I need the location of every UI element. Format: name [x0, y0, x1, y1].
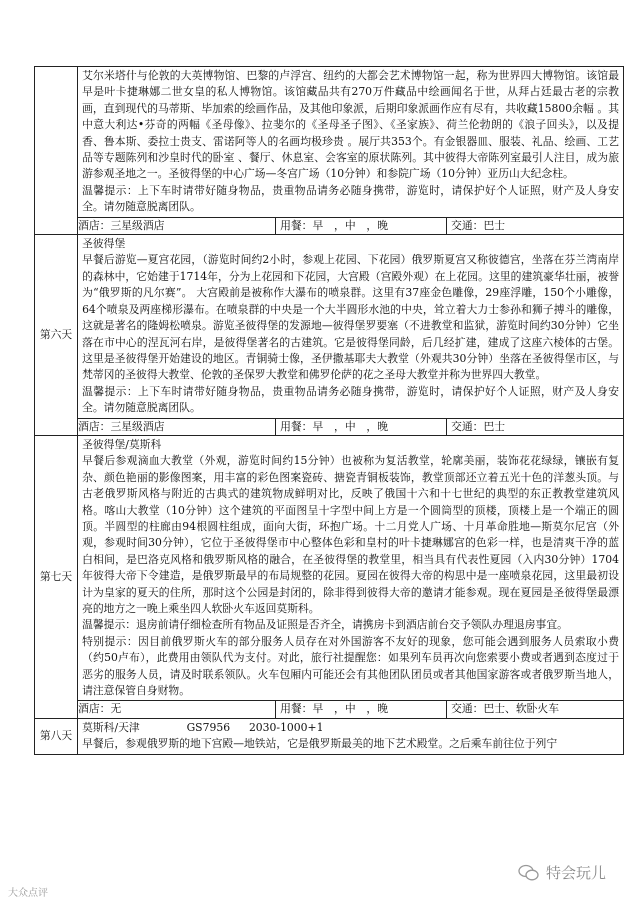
day7-tip: 温馨提示：退房前请仔细检查所有物品及证照是否齐全，请携房卡到酒店前台交予领队办理退房事宜。 [82, 618, 568, 632]
day5-hotel: 酒店：三星级酒店 [78, 218, 276, 234]
day7-transport: 交通：巴士、软卧火车 [451, 702, 560, 716]
day8-content-row [35, 718, 624, 754]
day8-label: 第八天 [35, 718, 78, 754]
day6-title: 圣彼得堡 [82, 237, 126, 251]
day8-content-cell [78, 718, 624, 754]
day5-content-row [35, 67, 624, 218]
day5-transport: 交通：巴士 [451, 218, 506, 232]
day7-content-cell [78, 435, 624, 701]
day7-special-note: 特别提示：因目前俄罗斯火车的部分服务人员存在对外国游客不友好的现象，您可能会遇到服务人员索取小费（约50卢布），此费用由领队代为支付。对此，旅行社提醒您：如果列车员再次向您索要小费或者遇到态度过于恶劣的服务人员，请及时联系领队。火车包厢内可能还会有其他团队团员或者其他国家游客或者俄罗斯当地人，请注意保管自身财物。 [82, 634, 619, 698]
day6-content-row [35, 235, 624, 418]
day5-meals: 用餐：早 ，中 ，晚 [276, 218, 447, 234]
day8-flight: GS7956 [186, 720, 231, 734]
day7-footer-cell [78, 701, 624, 718]
day5-content-cell [78, 67, 624, 218]
day6-hotel: 酒店：三星级酒店 [78, 419, 276, 435]
day7-content-row [35, 435, 624, 701]
day7-description: 早餐后参观滴血大教堂（外观，游览时间约15分钟）也被称为复活教堂，轮廓美丽，装饰花花绿绿，镶嵌有复杂、颜色艳丽的影像图案，用丰富的彩色图案瓷砖、搪瓷青铜板装饰，教堂顶部还立着五光十色的洋葱头顶。与古老俄罗斯风格与附近的古典式的建筑物成鲜明对比，反映了俄国十六和十七世纪的典型的东正教教堂建筑风格。喀山大教堂（10分钟）这个建筑的平面图呈十字型中间上方是一个圆筒型的顶楼，顶楼上是一个端正的圆顶。半圆型的柱廊由94根圆柱组成，面向大街，环抱广场。十二月党人广场、十月革命胜地—斯莫尔尼宫（外观，参观时间30分钟），它位于圣彼得堡市中心整体色彩和皇村的叶卡捷琳娜宫的色彩一样，也是清爽干净的蓝白相间，是巴洛克风格和俄罗斯风格的融合，在圣彼得堡的教堂里，相当具有代表性夏园（入内30分钟）1704年彼得大帝下令建造，是俄罗斯最早的布局规整的花园。夏园在彼得大帝的构思中是一座喷泉花园，这里最初设计为皇家的夏天的住所，那时这个公园是封闭的，除非得到彼得大帝的邀请才能参观。现在夏园是圣彼得堡最漂亮的地方之一晚上乘坐四人软卧火车返回莫斯科。 [82, 454, 619, 615]
day7-hotel: 酒店：无 [78, 701, 276, 717]
day5-footer-row [35, 217, 624, 234]
day7-title: 圣彼得堡/莫斯科 [82, 437, 162, 451]
day8-flight-time: 2030-1000+1 [248, 720, 324, 734]
watermark-left: 大众点评 [8, 888, 48, 899]
day6-footer-cell [78, 418, 624, 435]
day6-footer-row [35, 418, 624, 435]
day5-label-cell [35, 67, 78, 235]
day6-description: 早餐后游览—夏宫花园，（游览时间约2小时，参观上花园、下花园）俄罗斯夏宫又称彼德宫，坐落在芬兰湾南岸的森林中，它始建于1714年，分为上花园和下花园，大宫殿（宫殿外观）在上花园。这里的建筑豪华壮丽，被誉为“俄罗斯的凡尔赛”。 大宫殿前是被称作大瀑布的喷泉群。这里有37座金色雕像，29座浮雕，150个小雕像，64个喷泉及两座梯形瀑布。在喷泉群的中央是一个大半圆形水池的中央，耸立着大力士参孙和狮子搏斗的雕像，这就是著名的隆姆松喷泉。游览圣彼得堡的发源地—彼得堡罗要塞（不进教堂和监狱，游览时间约30分钟）它坐落在市中心的涅瓦河右岸，是彼得堡著名的古建筑。它是彼得堡同龄，后几经扩建，建成了这座六棱体的古堡。这里是圣彼得堡开始建设的地区。青铜骑士像，圣伊撒基耶夫大教堂（外观共30分钟）坐落在圣彼得堡市区，与梵蒂冈的圣彼得大教堂、伦敦的圣保罗大教堂和佛罗伦萨的花之圣母大教堂并称为世界四大教堂。 [82, 253, 619, 382]
day6-content-cell [78, 235, 624, 418]
day6-transport: 交通：巴士 [451, 419, 506, 433]
wechat-icon [518, 864, 540, 882]
day7-label: 第七天 [35, 435, 78, 718]
watermark-right-text: 特会玩儿 [546, 864, 607, 882]
day8-description: 早餐后，参观俄罗斯的地下宫殿—地铁站，它是俄罗斯最美的地下艺术殿堂。之后乘车前往位于列宁 [82, 737, 558, 751]
itinerary-table [34, 66, 624, 755]
day8-route: 莫斯科/天津 [82, 720, 140, 734]
day8-route-line [82, 720, 619, 736]
watermark-right [518, 862, 606, 883]
day6-tip: 温馨提示：上下车时请带好随身物品，贵重物品请务必随身携带，游览时，请保护好个人证照，财产及人身安全。请勿随意脱离团队。 [82, 384, 619, 415]
day6-meals: 用餐：早 ，中 ，晚 [276, 419, 447, 435]
day7-footer-row [35, 701, 624, 718]
day7-meals: 用餐：早 ，中 ，晚 [276, 701, 447, 717]
day5-description: 艾尔米塔什与伦敦的大英博物馆、巴黎的卢浮宫、纽约的大都会艺术博物馆一起，称为世界四大博物馆。该馆最早是叶卡捷琳娜二世女皇的私人博物馆。该馆藏品共有270万件藏品中绘画闻名于世，从拜占廷最古老的宗教画，直到现代的马蒂斯、毕加索的绘画作品，及其他印象派，后期印象派画作应有尽有，共收藏15800余幅 。其中意大利达•芬奇的两幅《圣母像》、拉斐尔的《圣母圣子图》、《圣家族》、荷兰伦勃朗的《浪子回头》，以及提香、鲁本斯、委拉士贵支、雷诺阿等人的名画均极珍贵 。展厅共353个。有金银器皿、服装、礼品、绘画、工艺品等专题陈列和沙皇时代的卧室 、餐厅、休息室、会客室的原状陈列。其中彼得大帝陈列室最引人注目，成为旅游参观圣地之一。圣彼得堡的中心广场—冬宫广场（10分钟）和参院广场（10分钟）亚历山大纪念柱。 [82, 69, 619, 181]
day5-footer-cell [78, 217, 624, 234]
day5-tip: 温馨提示：上下车时请带好随身物品，贵重物品请务必随身携带，游览时，请保护好个人证照，财产及人身安全。请勿随意脱离团队。 [82, 183, 619, 214]
day6-label: 第六天 [35, 235, 78, 436]
